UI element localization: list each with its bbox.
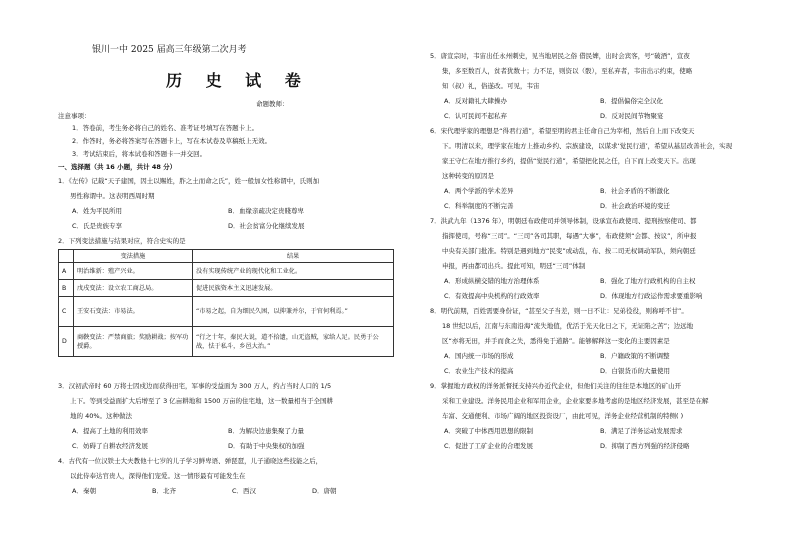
q4-stem: 4．古代有一位汉铁士大夫教他十七岁的儿子学习鲜卑语、弹琵琶，儿子通晓这些技能之后， (58, 457, 323, 465)
q3-option-c: C．妨碍了自耕农经济发展 (72, 442, 149, 450)
table-row (59, 297, 394, 327)
q2-stem: 2．下列变法措施与结果对应，符合史实的是 (58, 237, 186, 245)
table-row (59, 263, 394, 280)
q9-option-a: A．突破了中体西用思想的限制 (444, 427, 533, 435)
table-cell: C (59, 297, 74, 327)
q6-option-c: C．科举制度的不断完善 (444, 202, 514, 210)
table-cell: 明治维新：殖产兴业。 (74, 263, 193, 280)
table-cell (59, 250, 74, 263)
q7-stem-cont: 中央有关部门批准。特别是遇到地方“民变”或动乱，布、按二司无权调动军队，须向朝廷 (442, 247, 696, 255)
q6-option-d: D．社会政治环境的变迁 (600, 202, 671, 210)
q9-stem-cont: 采和工业建设。洋务民用企业和军用企业，企业家要多地考虑的是地区经济发展，甚至是在解 (442, 397, 709, 405)
table-row (59, 280, 394, 297)
q9-stem: 9．掌握地方政权的洋务派督抚支持兴办近代企业，但他们关注的往往是本地区的矿山开 (430, 382, 682, 390)
q7-option-a: A．形成纵横交错的地方治理体系 (444, 277, 540, 285)
table-cell: A (59, 263, 74, 280)
q6-option-a: A．两个学派的学术差异 (444, 187, 514, 195)
notice-item: 1．答卷前，考生务必将自己的姓名、准考证号填写在答题卡上。 (72, 124, 259, 132)
q9-stem-cont: 车富、交通便利、市场广阔的地区投资设厂，由此可见，洋务企业经营机制的特侧( ) (442, 412, 684, 420)
table-cell: 戊戌变法：设立农工商总局。 (74, 280, 193, 297)
notice-item: 2．作答时，务必将答案写在答题卡上，写在本试卷及草稿纸上无效。 (72, 137, 272, 145)
q4-option-b: B．北齐 (152, 487, 176, 495)
table-header-row (59, 250, 394, 263)
table-row (59, 327, 394, 357)
q4-option-d: D．唐朝 (312, 487, 337, 495)
q9-option-c: C．促进了工矿企业的合理发展 (444, 442, 534, 450)
q5-stem: 5．唐宣宗时，韦宙出任永州刺史，见当地居民之俗 借民婢，出时会宾客，号“破酒”，宣夜 (430, 52, 690, 60)
table-cell: B (59, 280, 74, 297)
q1-stem: 1．《左传》记载“天子建国，因土以赐姓，胙之土而命之氏”，姓一般加女性称谓中，氏则加 (58, 177, 320, 185)
table-cell: 王安石变法：市易法。 (74, 297, 193, 327)
q3-option-b: B．为解决边患集聚了力量 (228, 427, 304, 435)
q7-stem-cont: 申报，再由都司出兵。提此可知，明廷“三司”体制 (442, 262, 586, 270)
q6-stem-cont: 家王守仁在地方推行乡约，提倡“觉民行道”，希望把化民之任，自下而上改变天下。出现 (442, 157, 696, 165)
q7-option-c: C．有效提高中央机构的行政效率 (444, 292, 540, 300)
q5-option-c: C．认可民间不起私弃 (444, 112, 508, 120)
q5-option-d: D．反对民间节物聚宴 (600, 112, 664, 120)
table-cell: 没有实现传统产业的现代化和工业化。 (193, 263, 394, 280)
q2-table (58, 249, 394, 357)
right-column (430, 0, 766, 550)
notice-title: 注意事项： (58, 112, 91, 120)
q1-option-c: C．氏是贵族专享 (72, 222, 123, 230)
q3-stem-cont: 上下。等到受益面扩大后增至了 3 亿亩耕地和 1500 万亩的住宅地，这一数量相当于全国耕 (70, 397, 333, 405)
q6-stem-cont: 下。明清以来，理学家在地方上推动乡约、宗族建设，以谋求‘觉民行道’，希望从基层改善社会，实现 (442, 142, 733, 150)
q1-stem-cont: 男性称谓中。这表明西周时期 (70, 192, 155, 200)
q8-stem-cont: 区“亦将无田，并手而食之失，悉得免于道路”。能够解释这一变化的主要因素是 (442, 337, 670, 345)
q5-option-a: A．反对籍礼大肆操办 (444, 97, 507, 105)
q8-option-c: C．农业生产技术的提高 (444, 367, 514, 375)
table-cell: “行之十年，秦民大说，道不拾遗，山无盗贼，家给人足。民勇于公战，怯于私斗，乡邑大治。” (193, 327, 394, 357)
author-label: 命题教师： (256, 100, 289, 108)
q9-option-b: B．满足了洋务运动发展需求 (600, 427, 683, 435)
q4-option-c: C．西汉 (232, 487, 257, 495)
q7-stem: 7．洪武九年（1376 年），明朝廷布政使司并领导体制，设承宣布政使司、提刑按察使司、都 (430, 217, 697, 225)
q6-stem-cont: 这种转变的原因是 (442, 172, 494, 180)
subject-title: 历 史 试 卷 (166, 71, 310, 90)
q4-option-a: A．秦朝 (72, 487, 96, 495)
table-cell: “市易之起，自为细民久困，以抑兼并尔，于官何利焉。” (193, 297, 394, 327)
q5-stem-cont: 集，多至数百人，贫者犹数十；力不足，则资以（骰），至私弃者，韦宙出示约束，使略 (442, 67, 693, 75)
table-cell: 商鞅变法：严禁商旅；奖励耕战；按军功授爵。 (74, 327, 193, 357)
q5-stem-cont: 知（叔）礼，俗遂改。可见，韦宙 (442, 82, 540, 90)
q7-option-d: D．体现地方行政运作需求要重影响 (600, 292, 703, 300)
table-cell: D (59, 327, 74, 357)
q3-option-d: D．有助于中央集权的加强 (228, 442, 305, 450)
left-column (58, 0, 394, 550)
table-cell: 促进民族资本主义迅速发展。 (193, 280, 394, 297)
table-header: 变法措施 (74, 250, 193, 263)
q4-stem-cont: 以此侍奉达官贵人，深得他们宠爱。这一情形最有可能发生在 (70, 472, 246, 480)
q8-stem-cont: 18 世纪以后，江南与东南沿海“流失地值，优活于光天化日之下，无证陷之苦”；边远地 (442, 322, 694, 330)
q6-option-b: B．社会矛盾的不断激化 (600, 187, 670, 195)
q8-option-a: A．国内统一市场的形成 (444, 352, 514, 360)
q8-option-d: D．白银货币的大量使用 (600, 367, 671, 375)
q5-option-b: B．提倡偏俗完全汉化 (600, 97, 663, 105)
q1-option-b: B．血缘亲疏决定贵賤尊卑 (228, 207, 304, 215)
section-title: 一、选择题（共 16 小题，共计 48 分） (58, 163, 177, 171)
q8-stem: 8．明代前期，百姓需要身份证，“甚至父子当差，则一日不让：兄弟役役，则称呼不甘”。 (430, 307, 688, 315)
q6-stem: 6．宋代理学家的理想是“得君行道”，希望至明的君主任命自己为宰相，然后自上而下改变天 (430, 127, 695, 135)
q1-option-d: D．社会贫富分化继续发展 (228, 222, 305, 230)
q7-option-b: B．强化了地方行政机构的自主权 (600, 277, 696, 285)
q9-option-d: D．抑制了西方列强的经济侵略 (600, 442, 690, 450)
table-header: 结果 (193, 250, 394, 263)
q8-option-b: B．户籍政策的不断调整 (600, 352, 670, 360)
q3-stem: 3．汉初武帝时 60 万将士因戍边而获得田宅，军事的受益面为 300 万人，约占当时人口的 1/5 (58, 382, 332, 390)
notice-item: 3．考试结束后，将本试卷和答题卡一并交回。 (72, 150, 207, 158)
q3-option-a: A．提高了土地的利用效率 (72, 427, 148, 435)
school-title: 银川一中 2025 届高三年级第二次月考 (92, 45, 247, 55)
q3-stem-cont: 地的 40%。这种做法 (70, 412, 133, 420)
q1-option-a: A．姓为平民所用 (72, 207, 122, 215)
q7-stem-cont: 指挥使司，号称“三司”。“三司”各司其职，每遇“大事”，布政使须“会都、按议”，所申报 (442, 232, 697, 240)
